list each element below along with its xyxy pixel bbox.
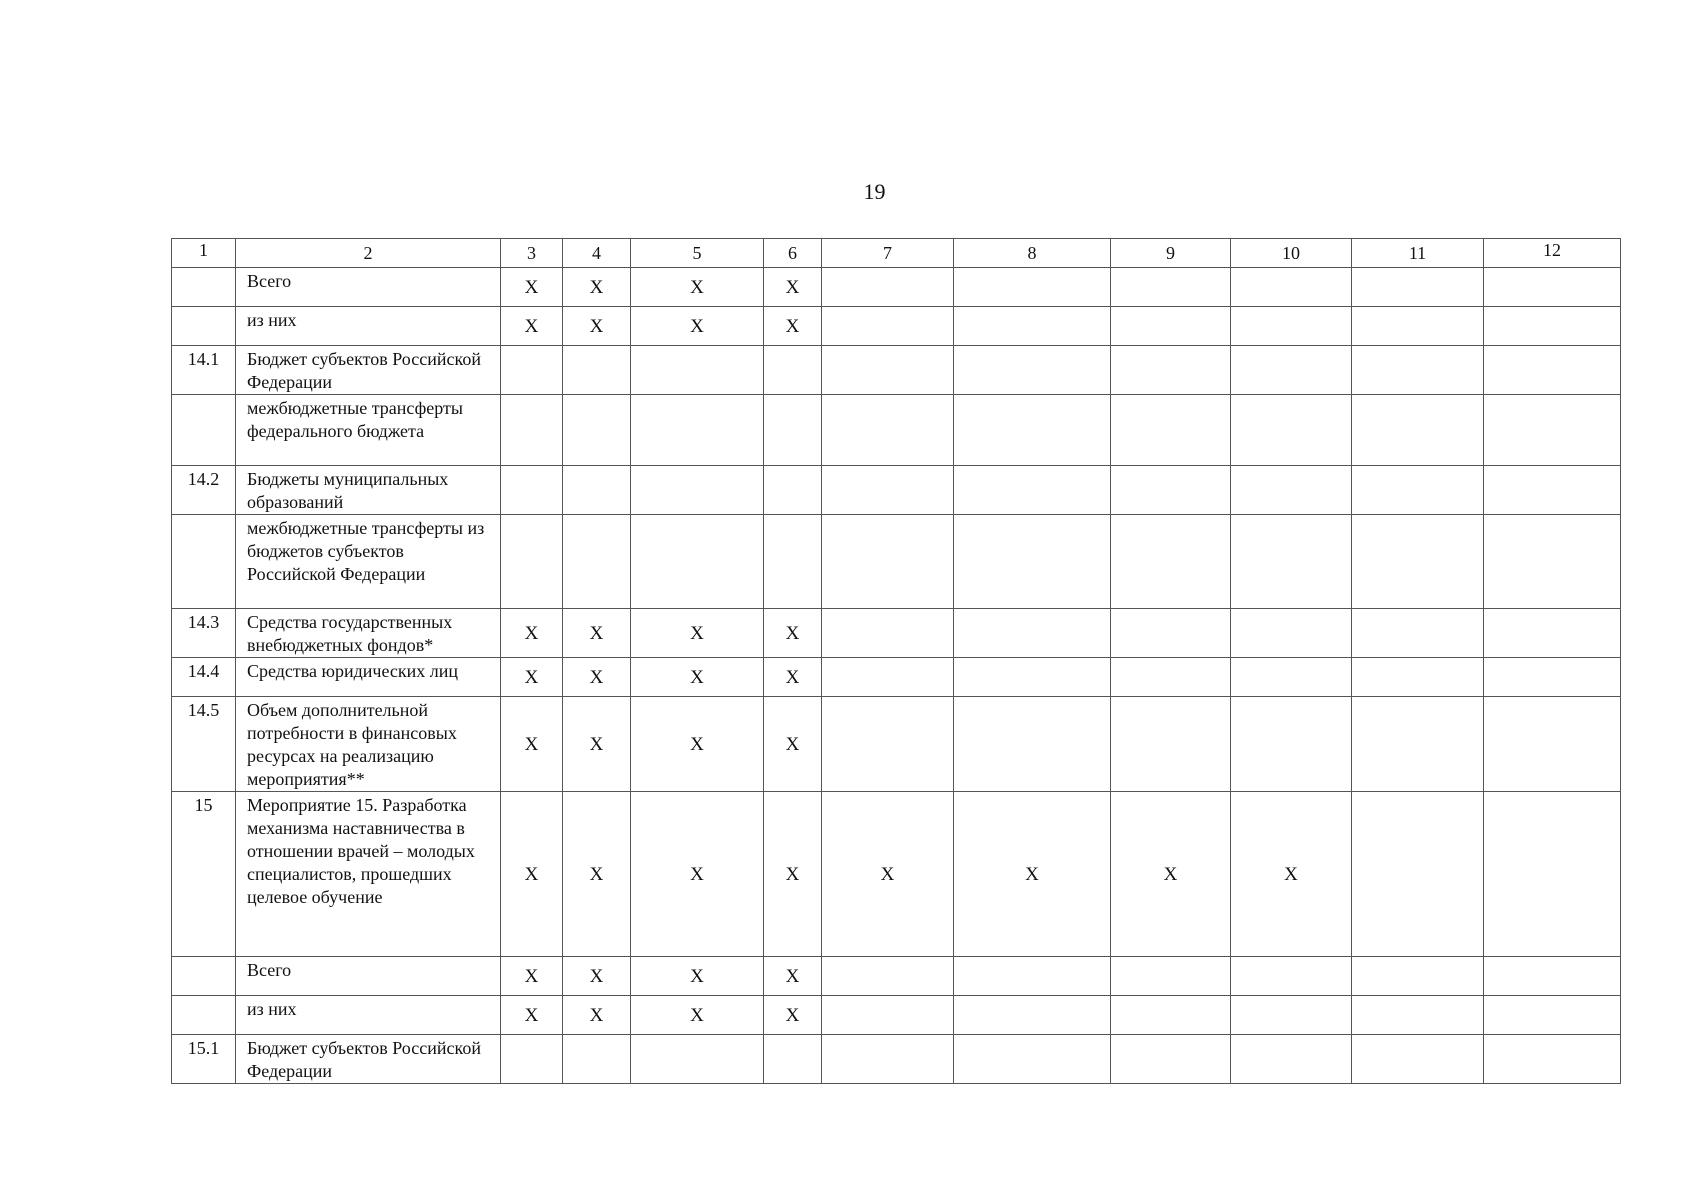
cell-value: Х (524, 666, 539, 688)
row-name: Мероприятие 15. Разработка механизма наставничества в отношении врачей – молодых специалистов, прошедших целевое обучение (236, 792, 501, 957)
row-name: Всего (236, 957, 501, 996)
cell-value: Х (690, 965, 704, 987)
cell-value: Х (690, 863, 704, 885)
table-cell (822, 346, 954, 395)
table-cell (631, 792, 764, 957)
table-cell (1484, 658, 1621, 697)
table-row (172, 268, 1621, 307)
table-cell (954, 957, 1111, 996)
table-cell (954, 996, 1111, 1035)
row-number: 14.4 (172, 658, 236, 697)
table-cell (954, 1035, 1111, 1084)
table-cell (501, 792, 563, 957)
table-cell (1111, 346, 1231, 395)
table-cell (1484, 697, 1621, 792)
table-cell (501, 957, 563, 996)
cell-value: Х (524, 863, 539, 885)
table-cell (954, 792, 1111, 957)
table-row (172, 792, 1621, 957)
table-cell (764, 307, 822, 346)
table-cell (1352, 658, 1484, 697)
table-cell (1484, 957, 1621, 996)
table-cell (501, 658, 563, 697)
table-cell (954, 697, 1111, 792)
table-cell (1231, 515, 1352, 609)
table-cell (1484, 515, 1621, 609)
table-cell (1111, 609, 1231, 658)
table-cell (1111, 268, 1231, 307)
cell-value: Х (785, 622, 800, 644)
cell-value: Х (589, 315, 604, 337)
table-cell (1231, 609, 1352, 658)
row-name: Средства государственных внебюджетных фондов* (236, 609, 501, 658)
table-cell (631, 658, 764, 697)
table-cell (501, 1035, 563, 1084)
table-cell (563, 792, 631, 957)
header-row (172, 239, 1621, 268)
table-cell (563, 957, 631, 996)
column-header: 6 (764, 239, 822, 268)
table-cell (764, 609, 822, 658)
table-cell (1231, 658, 1352, 697)
table-cell (1231, 395, 1352, 466)
cell-value: Х (524, 965, 539, 987)
table-cell (954, 346, 1111, 395)
table-cell (1484, 996, 1621, 1035)
table-cell (1352, 515, 1484, 609)
cell-value: Х (1284, 863, 1298, 885)
cell-value: Х (524, 276, 539, 298)
column-header: 9 (1111, 239, 1231, 268)
table-row (172, 996, 1621, 1035)
table-cell (1352, 268, 1484, 307)
table-cell (631, 697, 764, 792)
table-cell (822, 395, 954, 466)
table-cell (822, 957, 954, 996)
page-number: 19 (863, 179, 886, 204)
table-cell (1111, 466, 1231, 515)
table-cell (1111, 1035, 1231, 1084)
cell-value: Х (589, 1004, 604, 1026)
table-cell (1111, 697, 1231, 792)
table-cell (631, 268, 764, 307)
row-number (172, 996, 236, 1035)
cell-value: Х (690, 315, 704, 337)
cell-value: Х (690, 666, 704, 688)
table-cell (563, 658, 631, 697)
table-cell (1352, 957, 1484, 996)
table-cell (501, 395, 563, 466)
table-cell (954, 515, 1111, 609)
row-name: Бюджет субъектов Российской Федерации (236, 1035, 501, 1084)
table-cell (1111, 792, 1231, 957)
table-cell (954, 307, 1111, 346)
cell-value: Х (589, 965, 604, 987)
table-cell (1111, 395, 1231, 466)
table-cell (631, 307, 764, 346)
table-cell (1231, 957, 1352, 996)
table-cell (631, 609, 764, 658)
table-row (172, 658, 1621, 697)
cell-value: Х (785, 1004, 800, 1026)
row-number: 14.5 (172, 697, 236, 792)
table-cell (1111, 307, 1231, 346)
table-cell (1231, 1035, 1352, 1084)
table-cell (1484, 609, 1621, 658)
column-header: 8 (954, 239, 1111, 268)
column-header: 7 (822, 239, 954, 268)
table-cell (822, 307, 954, 346)
table-cell (1231, 697, 1352, 792)
column-header: 11 (1352, 239, 1484, 268)
column-header: 4 (563, 239, 631, 268)
table-cell (631, 466, 764, 515)
table-cell (501, 346, 563, 395)
table-cell (563, 395, 631, 466)
table-row (172, 957, 1621, 996)
table-cell (631, 996, 764, 1035)
table-cell (764, 1035, 822, 1084)
table-cell (1352, 609, 1484, 658)
table-cell (1484, 466, 1621, 515)
row-name: Всего (236, 268, 501, 307)
cell-value: Х (589, 863, 604, 885)
cell-value: Х (589, 276, 604, 298)
cell-value: Х (524, 1004, 539, 1026)
table-cell (822, 1035, 954, 1084)
table-cell (1352, 307, 1484, 346)
table-cell (563, 1035, 631, 1084)
row-number: 14.3 (172, 609, 236, 658)
table-cell (631, 957, 764, 996)
table-row (172, 395, 1621, 466)
table-cell (764, 268, 822, 307)
table-cell (563, 515, 631, 609)
table-cell (501, 307, 563, 346)
table-cell (764, 658, 822, 697)
table-cell (764, 515, 822, 609)
table-cell (1352, 697, 1484, 792)
table-cell (1352, 792, 1484, 957)
table-row (172, 346, 1621, 395)
table-cell (1231, 307, 1352, 346)
table-cell (501, 697, 563, 792)
table-cell (1231, 268, 1352, 307)
table-cell (764, 996, 822, 1035)
table-row (172, 697, 1621, 792)
row-number: 15.1 (172, 1035, 236, 1084)
table-cell (954, 395, 1111, 466)
row-name: Бюджет субъектов Российской Федерации (236, 346, 501, 395)
table-cell (501, 515, 563, 609)
table-cell (1231, 346, 1352, 395)
column-header: 1 (172, 239, 236, 268)
table-cell (501, 609, 563, 658)
table-cell (1111, 996, 1231, 1035)
row-number: 15 (172, 792, 236, 957)
cell-value: Х (1163, 863, 1178, 885)
table-cell (954, 268, 1111, 307)
table-cell (1484, 268, 1621, 307)
row-name: из них (236, 996, 501, 1035)
table-cell (764, 697, 822, 792)
table-cell (954, 609, 1111, 658)
cell-value: Х (785, 315, 800, 337)
column-header: 2 (236, 239, 501, 268)
table-cell (501, 996, 563, 1035)
column-header: 5 (631, 239, 764, 268)
cell-value: Х (589, 733, 604, 755)
cell-value: Х (690, 622, 704, 644)
table-cell (1484, 346, 1621, 395)
column-header: 10 (1231, 239, 1352, 268)
table-cell (1231, 996, 1352, 1035)
row-name: Бюджеты муниципальных образований (236, 466, 501, 515)
cell-value: Х (785, 276, 800, 298)
cell-value: Х (690, 276, 704, 298)
budget-table (171, 238, 1621, 1084)
table-cell (1352, 346, 1484, 395)
cell-value: Х (1025, 863, 1039, 885)
table-cell (1484, 792, 1621, 957)
table-cell (631, 515, 764, 609)
row-number (172, 395, 236, 466)
table-cell (954, 466, 1111, 515)
row-number (172, 957, 236, 996)
table-cell (822, 609, 954, 658)
table-cell (822, 658, 954, 697)
table-cell (822, 697, 954, 792)
table-cell (1352, 996, 1484, 1035)
cell-value: Х (785, 965, 800, 987)
table-cell (764, 957, 822, 996)
table-cell (764, 395, 822, 466)
table-cell (563, 996, 631, 1035)
table-cell (822, 268, 954, 307)
table-cell (822, 996, 954, 1035)
table-row (172, 609, 1621, 658)
cell-value: Х (589, 666, 604, 688)
table-cell (563, 466, 631, 515)
row-number (172, 268, 236, 307)
table-cell (954, 658, 1111, 697)
table-cell (1352, 466, 1484, 515)
table-cell (631, 346, 764, 395)
row-name: из них (236, 307, 501, 346)
row-number (172, 515, 236, 609)
table-cell (1352, 1035, 1484, 1084)
table-cell (563, 268, 631, 307)
cell-value: Х (524, 733, 539, 755)
row-number: 14.1 (172, 346, 236, 395)
table-cell (1484, 1035, 1621, 1084)
table-cell (822, 466, 954, 515)
table-row (172, 1035, 1621, 1084)
table-cell (1111, 515, 1231, 609)
table-body (172, 239, 1621, 1084)
column-header: 12 (1484, 239, 1621, 268)
table-cell (822, 515, 954, 609)
table-row (172, 466, 1621, 515)
row-name: межбюджетные трансферты из бюджетов субъектов Российской Федерации (236, 515, 501, 609)
table-cell (501, 466, 563, 515)
cell-value: Х (589, 622, 604, 644)
table-cell (631, 1035, 764, 1084)
table-cell (563, 609, 631, 658)
row-name: Средства юридических лиц (236, 658, 501, 697)
table-cell (1231, 466, 1352, 515)
cell-value: Х (690, 733, 704, 755)
table-cell (1484, 307, 1621, 346)
cell-value: Х (524, 622, 539, 644)
cell-value: Х (880, 863, 895, 885)
cell-value: Х (524, 315, 539, 337)
table-cell (501, 268, 563, 307)
table-cell (764, 466, 822, 515)
row-number (172, 307, 236, 346)
table-row (172, 515, 1621, 609)
table-cell (764, 792, 822, 957)
table-cell (1352, 395, 1484, 466)
table-cell (1484, 395, 1621, 466)
row-number: 14.2 (172, 466, 236, 515)
table-cell (1111, 957, 1231, 996)
table-cell (631, 395, 764, 466)
table-cell (563, 307, 631, 346)
column-header: 3 (501, 239, 563, 268)
cell-value: Х (785, 733, 800, 755)
cell-value: Х (785, 666, 800, 688)
table-cell (822, 792, 954, 957)
table-row (172, 307, 1621, 346)
table-cell (1231, 792, 1352, 957)
table-cell (563, 346, 631, 395)
row-name: Объем дополнительной потребности в финансовых ресурсах на реализацию мероприятия** (236, 697, 501, 792)
table-cell (1111, 658, 1231, 697)
table-cell (563, 697, 631, 792)
cell-value: Х (785, 863, 800, 885)
cell-value: Х (690, 1004, 704, 1026)
row-name: межбюджетные трансферты федерального бюджета (236, 395, 501, 466)
table-cell (764, 346, 822, 395)
